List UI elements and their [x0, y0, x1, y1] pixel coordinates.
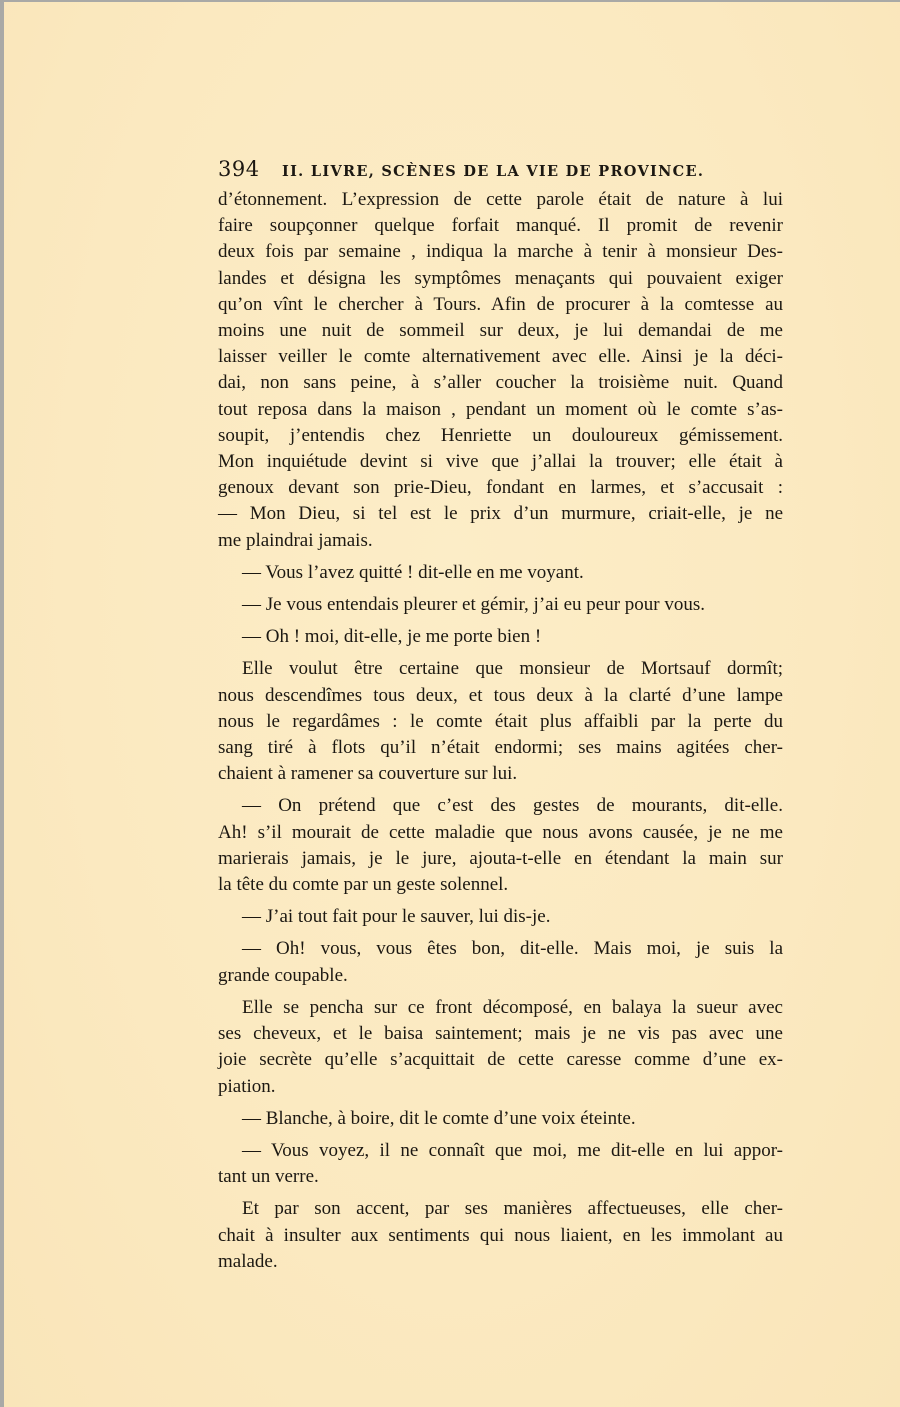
text-line: sang tiré à flots qu’il n’était endormi; ses mains agitées cher-: [218, 737, 783, 759]
text-line: faire soupçonner quelque forfait manqué. Il promit de revenir: [218, 215, 783, 237]
text-line: — Mon Dieu, si tel est le prix d’un murmure, criait-elle, je ne: [218, 503, 783, 525]
text-line: genoux devant son prie-Dieu, fondant en larmes, et s’accusait :: [218, 477, 783, 499]
paragraph: [218, 624, 783, 650]
paragraph: [218, 1106, 783, 1132]
text-block: [218, 157, 783, 1275]
text-line: chait à insulter aux sentiments qui nous liaient, en les immolant au: [218, 1224, 783, 1246]
text-line: nous descendîmes tous deux, et tous deux à la clarté d’une lampe: [218, 684, 783, 706]
text-line: qu’on vînt le chercher à Tours. Afin de procurer à la comtesse au: [218, 293, 783, 315]
text-line: grande coupable.: [218, 964, 348, 986]
text-line: Ah! s’il mourait de cette maladie que nous avons causée, je ne me: [218, 821, 783, 843]
paragraph: [218, 995, 783, 1100]
text-line: Elle voulut être certaine que monsieur de Mortsauf dormît;: [242, 658, 783, 680]
text-line: — J’ai tout fait pour le sauver, lui dis-je.: [242, 906, 551, 928]
text-line: — Blanche, à boire, dit le comte d’une voix éteinte.: [242, 1107, 636, 1129]
text-line: — Oh! vous, vous êtes bon, dit-elle. Mais moi, je suis la: [242, 938, 783, 960]
paragraph: [218, 904, 783, 930]
text-line: landes et désigna les symptômes menaçants qui pouvaient exiger: [218, 267, 783, 289]
text-line: laisser veiller le comte alternativement avec elle. Ainsi je la déci-: [218, 346, 783, 368]
text-line: moins une nuit de sommeil sur deux, je lui demandai de me: [218, 320, 783, 342]
text-line: — Oh ! moi, dit-elle, je me porte bien !: [242, 626, 542, 648]
text-line: Mon inquiétude devint si vive que j’allai la trouver; elle était à: [218, 451, 783, 473]
paragraph: [218, 656, 783, 787]
text-line: joie secrète qu’elle s’acquittait de cette caresse comme d’une ex-: [218, 1049, 783, 1071]
text-line: dai, non sans peine, à s’aller coucher la troisième nuit. Quand: [218, 372, 783, 394]
body-text: [218, 187, 783, 1275]
text-line: — Vous voyez, il ne connaît que moi, me dit-elle en lui appor-: [242, 1139, 783, 1161]
text-line: — Vous l’avez quitté ! dit-elle en me voyant.: [242, 561, 584, 583]
text-line: piation.: [218, 1075, 276, 1097]
text-line: tout reposa dans la maison , pendant un moment où le comte s’as-: [218, 398, 783, 420]
paragraph: [218, 1196, 783, 1275]
text-line: — On prétend que c’est des gestes de mourants, dit-elle.: [242, 795, 783, 817]
text-line: malade.: [218, 1250, 278, 1272]
text-line: — Je vous entendais pleurer et gémir, j’ai eu peur pour vous.: [242, 594, 706, 616]
book-page: [4, 2, 900, 1407]
paragraph: [218, 187, 783, 554]
paragraph: [218, 793, 783, 898]
text-line: ses cheveux, et le baisa saintement; mais je ne vis pas avec une: [218, 1023, 783, 1045]
paragraph: [218, 1138, 783, 1190]
text-line: chaient à ramener sa couverture sur lui.: [218, 763, 518, 785]
paragraph: [218, 936, 783, 988]
text-line: soupit, j’entendis chez Henriette un douloureux gémissement.: [218, 424, 783, 446]
text-line: d’étonnement. L’expression de cette parole était de nature à lui: [218, 189, 783, 210]
page-number: 394: [218, 157, 260, 181]
text-line: Elle se pencha sur ce front décomposé, en balaya la sueur avec: [242, 996, 783, 1018]
text-line: nous le regardâmes : le comte était plus affaibli par la perte du: [218, 710, 783, 732]
running-head: [218, 157, 783, 185]
paragraph: [218, 592, 783, 618]
text-line: Et par son accent, par ses manières affectueuses, elle cher-: [242, 1198, 783, 1220]
text-line: tant un verre.: [218, 1166, 319, 1188]
paragraph: [218, 560, 783, 586]
running-title: II. LIVRE, SCÈNES DE LA VIE DE PROVINCE.: [282, 163, 705, 180]
text-line: marierais jamais, je le jure, ajouta-t-elle en étendant la main sur: [218, 847, 783, 869]
text-line: me plaindrai jamais.: [218, 529, 373, 551]
text-line: deux fois par semaine , indiqua la marche à tenir à monsieur Des-: [218, 241, 783, 263]
text-line: la tête du comte par un geste solennel.: [218, 874, 509, 896]
